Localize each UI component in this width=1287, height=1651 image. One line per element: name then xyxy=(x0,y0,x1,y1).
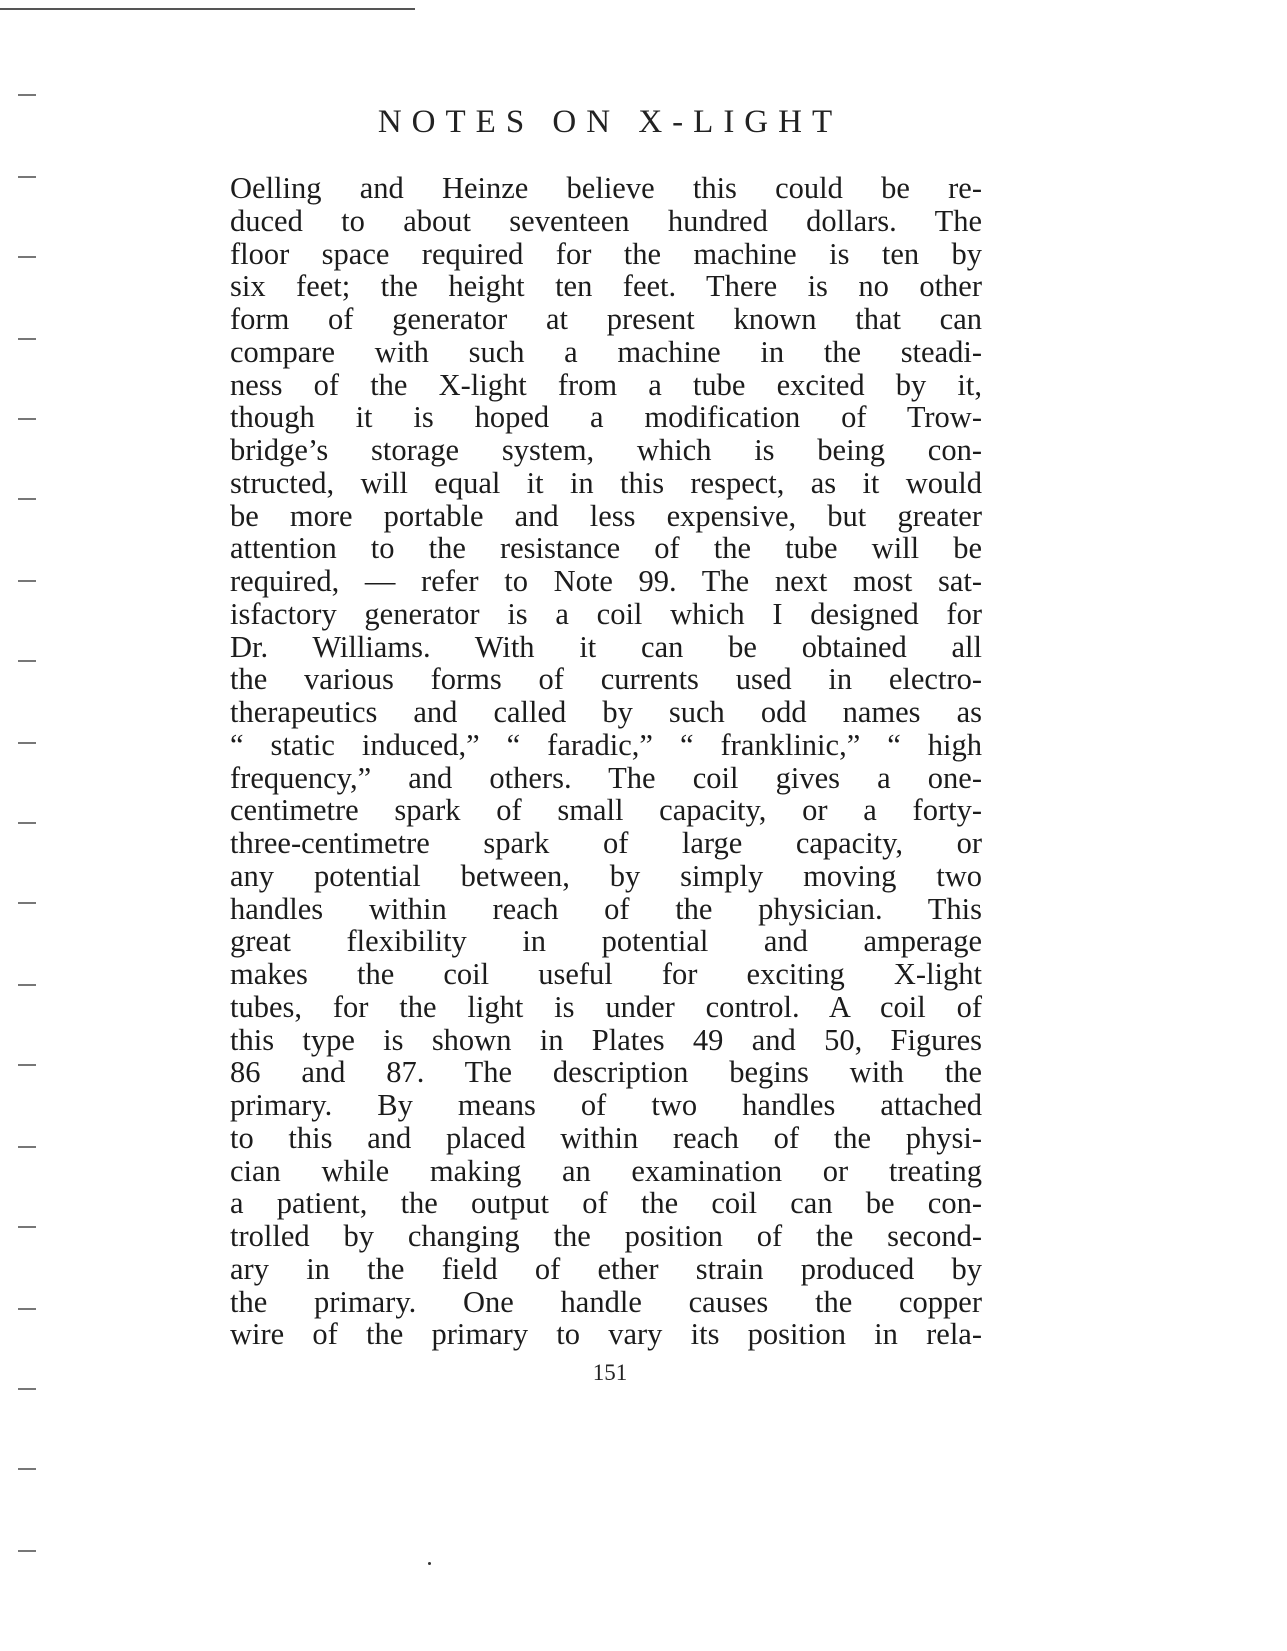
margin-tick-marks xyxy=(18,0,40,1651)
margin-tick xyxy=(18,1308,36,1310)
margin-tick xyxy=(18,1146,36,1148)
margin-tick xyxy=(18,1550,36,1552)
margin-tick xyxy=(18,176,36,178)
margin-tick xyxy=(18,498,36,500)
text-line: therapeutics and called by such odd names as xyxy=(230,695,982,729)
text-line: 86 and 87. The description begins with the xyxy=(230,1055,982,1090)
scan-top-rule xyxy=(0,8,415,10)
running-header: NOTES ON X-LIGHT xyxy=(377,104,843,140)
body-paragraph xyxy=(230,172,982,1351)
text-line: structed, will equal it in this respect, as it would xyxy=(230,465,982,500)
margin-tick xyxy=(18,822,36,824)
text-line: a patient, the output of the coil can be con- xyxy=(230,1186,982,1221)
text-line: frequency,” and others. The coil gives a one- xyxy=(230,760,982,795)
text-line: form of generator at present known that can xyxy=(230,302,982,336)
text-line: duced to about seventeen hundred dollars. The xyxy=(230,203,982,238)
text-line: the primary. One handle causes the copper xyxy=(230,1284,982,1319)
margin-tick xyxy=(18,1468,36,1470)
text-line: any potential between, by simply moving two xyxy=(230,858,982,893)
text-line: ary in the field of ether strain produced by xyxy=(230,1251,982,1286)
margin-tick xyxy=(18,902,36,904)
margin-tick xyxy=(18,580,36,582)
margin-tick xyxy=(18,660,36,662)
text-line: primary. By means of two handles attached xyxy=(230,1088,982,1122)
text-line: makes the coil useful for exciting X-light xyxy=(230,957,982,991)
text-line: trolled by changing the position of the second- xyxy=(230,1219,982,1253)
margin-tick xyxy=(18,1388,36,1390)
text-line: to this and placed within reach of the physi- xyxy=(230,1120,982,1155)
text-line: Oelling and Heinze believe this could be re- xyxy=(230,171,982,205)
text-line: three-centimetre spark of large capacity, or xyxy=(230,826,982,860)
margin-tick xyxy=(18,984,36,986)
text-line: six feet; the height ten feet. There is no other xyxy=(230,269,982,304)
text-line: “ static induced,” “ faradic,” “ franklinic,” “ high xyxy=(230,727,982,762)
scan-speck xyxy=(428,1562,431,1565)
text-line: bridge’s storage system, which is being con- xyxy=(230,433,982,467)
text-line: isfactory generator is a coil which I designed for xyxy=(230,596,982,631)
text-line: cian while making an examination or treating xyxy=(230,1153,982,1188)
text-line: this type is shown in Plates 49 and 50, Figures xyxy=(230,1022,982,1057)
margin-tick xyxy=(18,338,36,340)
margin-tick xyxy=(18,1064,36,1066)
text-line: wire of the primary to vary its position in rela- xyxy=(230,1317,982,1352)
text-line: tubes, for the light is under control. A coil of xyxy=(230,989,982,1024)
margin-tick xyxy=(18,1226,36,1228)
text-line: centimetre spark of small capacity, or a forty- xyxy=(230,793,982,828)
text-line: Dr. Williams. With it can be obtained all xyxy=(230,629,982,664)
text-line: attention to the resistance of the tube will be xyxy=(230,531,982,566)
text-line: though it is hoped a modification of Trow- xyxy=(230,400,982,435)
text-line: be more portable and less expensive, but greater xyxy=(230,498,982,533)
text-line: the various forms of currents used in electro- xyxy=(230,662,982,697)
margin-tick xyxy=(18,418,36,420)
margin-tick xyxy=(18,256,36,258)
text-line: great flexibility in potential and amperage xyxy=(230,924,982,959)
text-line: compare with such a machine in the steadi- xyxy=(230,334,982,369)
margin-tick xyxy=(18,94,36,96)
text-line: handles within reach of the physician. This xyxy=(230,891,982,926)
text-line: ness of the X-light from a tube excited by it, xyxy=(230,367,982,402)
text-line: required, — refer to Note 99. The next most sat- xyxy=(230,564,982,598)
margin-tick xyxy=(18,742,36,744)
page-number: 151 xyxy=(592,1360,628,1385)
text-line: floor space required for the machine is ten by xyxy=(230,236,982,271)
